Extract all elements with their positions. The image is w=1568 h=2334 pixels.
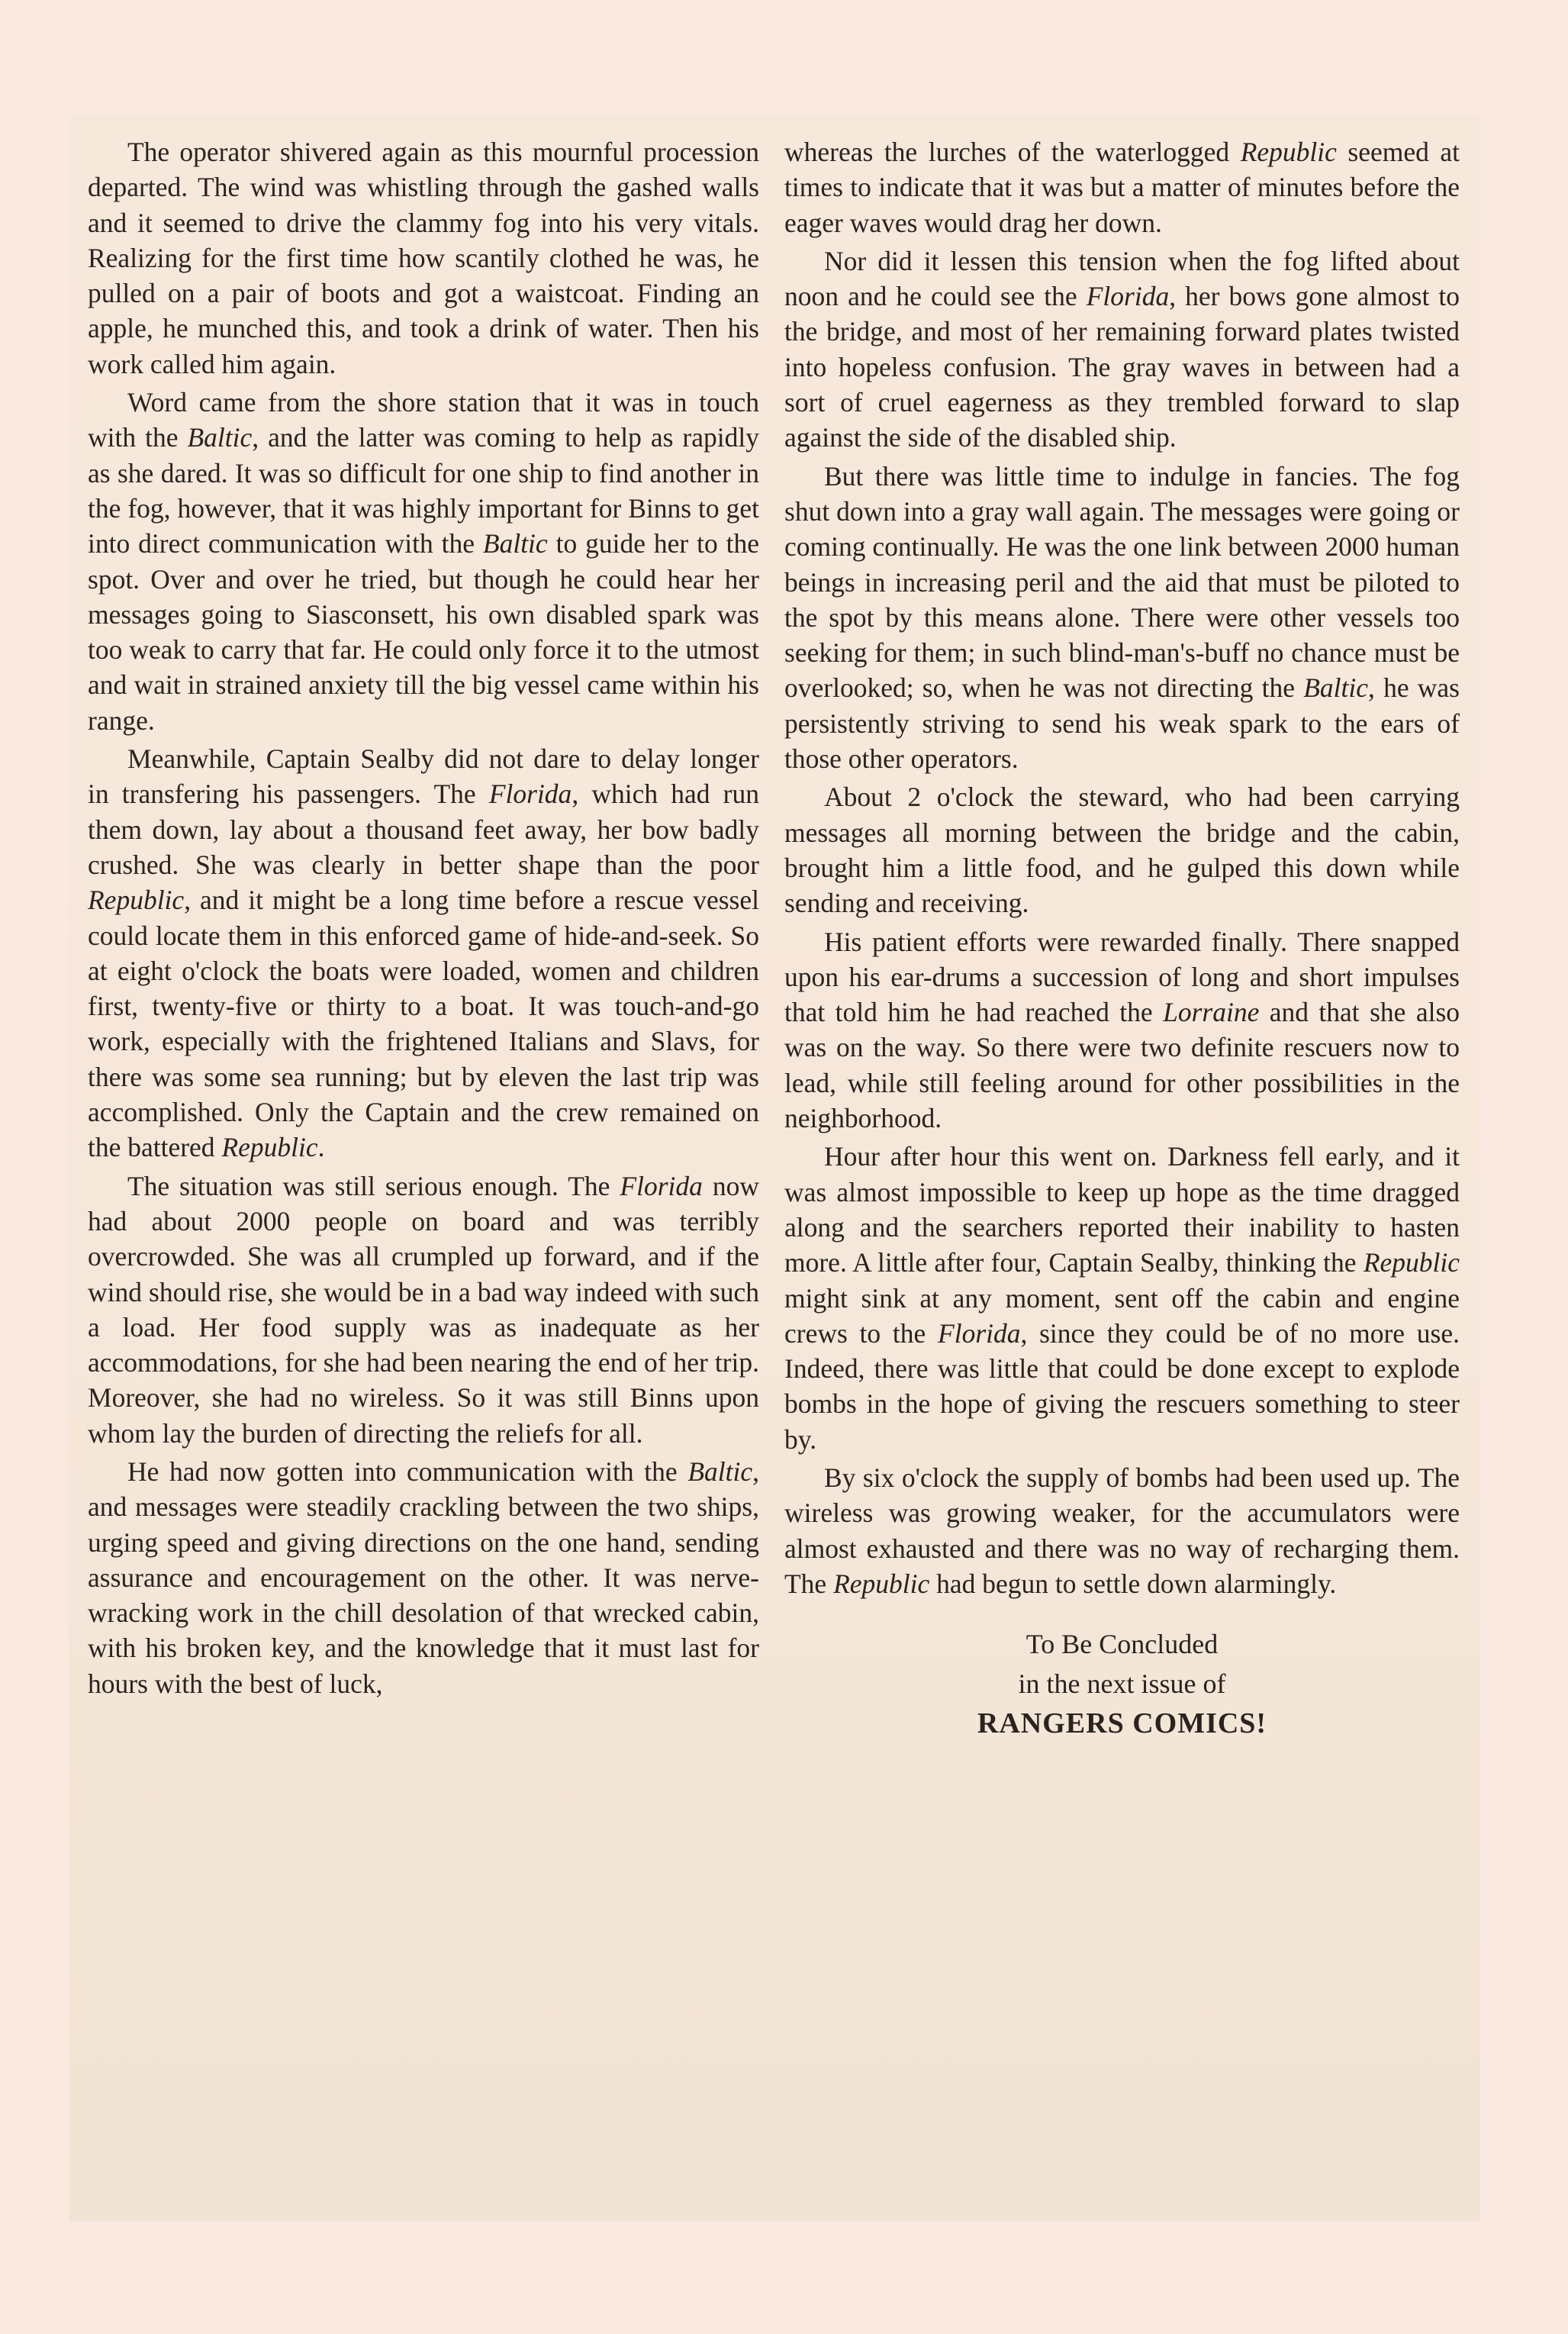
paragraph: [88, 1169, 759, 1451]
text-run: His patient efforts were rewarded finally. There snapped upon his ear-drums a succession of long and short impulses that told him he had reached the: [784, 926, 1460, 1028]
paragraph: [88, 741, 759, 1165]
paragraph: [88, 134, 759, 382]
paragraph: [784, 1460, 1460, 1601]
ship-name: Republic: [1240, 137, 1337, 167]
ship-name: Baltic: [687, 1456, 753, 1487]
to-be-concluded-note: [784, 1624, 1460, 1743]
text-run: to guide her to the spot. Over and over he tried, but though he could hear her messages going to Siasconsett, his own disabled spark was too weak to carry that far. He could only force it to the utmost and wait in strained anxiety till the big vessel came within his range.: [88, 528, 759, 736]
text-run: seemed at times to indicate that it was but a matter of minutes before the eager waves would drag her down.: [784, 137, 1460, 238]
text-run: The operator shivered again as this mournful procession departed. The wind was whistling through the gashed walls and it seemed to drive the clammy fog into his very vitals. Realizing for the first time how scantily clothed he was, he pulled on a pair of boots and got a waistcoat. Finding an apple, he munched this, and took a drink of water. Then his work called him again.: [88, 137, 759, 379]
ship-name: Baltic: [187, 422, 253, 453]
text-run: By six o'clock the supply of bombs had been used up. The wireless was growing weaker, for the accumulators were almost exhausted and there was no way of recharging them. The: [784, 1462, 1460, 1599]
paragraph: [784, 1139, 1460, 1457]
paragraph: [88, 385, 759, 738]
text-run: whereas the lurches of the waterlogged: [784, 137, 1241, 167]
paragraph: [88, 1454, 759, 1701]
ship-name: Baltic: [1303, 672, 1368, 704]
ship-name: Lorraine: [1163, 997, 1260, 1028]
text-run: , since they could be of no more use. Indeed, there was little that could be done except to explode bombs in the hope of giving the rescuers something to steer by.: [784, 1317, 1460, 1455]
text-run: .: [317, 1132, 325, 1163]
text-run: But there was little time to indulge in fancies. The fog shut down into a gray wall again. The messages were going or coming continually. He was the one link between 2000 human beings in increasing peril and the aid that must be piloted to the spot by this means alone. There were other vessels too seeking for them; in such blind-man's-buff no chance must be overlooked; so, when he was not directing the: [784, 460, 1460, 704]
ship-name: Florida: [488, 779, 572, 810]
left-text-column: [88, 134, 759, 1704]
text-run: Hour after hour this went on. Darkness fell early, and it was almost impossible to keep up hope as the time dragged along and the searchers reported their inability to hasten more. A little after four, Captain Sealby, thinking the: [784, 1141, 1460, 1278]
end-note-line-1: To Be Concluded: [1025, 1629, 1219, 1660]
paragraph: [784, 924, 1460, 1136]
text-run: , and it might be a long time before a rescue vessel could locate them in this enforced game of hide-and-seek. So at eight o'clock the boats were loaded, women and children first, twenty-five or thirty to a boat. It was touch-and-go work, especially with the frightened Italians and Slavs, for there was some sea running; but by eleven the last trip was accomplished. Only the Captain and the crew remained on the battered: [88, 885, 759, 1163]
text-run: might sink at any moment, sent off the cabin and engine crews to the: [784, 1282, 1460, 1349]
text-run: The situation was still serious enough. The: [127, 1170, 620, 1201]
ship-name: Republic: [221, 1132, 318, 1163]
end-note-line-2: in the next issue of: [1018, 1668, 1226, 1700]
ship-name: Republic: [833, 1568, 930, 1599]
paragraph: [784, 779, 1460, 920]
text-run: Meanwhile, Captain Sealby did not dare to delay longer in transfering his passengers. The: [88, 743, 759, 810]
text-run: Word came from the shore station that it was in touch with the: [88, 387, 759, 453]
magazine-title: RANGERS COMICS!: [977, 1707, 1267, 1740]
text-run: About 2 o'clock the steward, who had been carrying messages all morning between the bridge and the cabin, brought him a little food, and he gulped this down while sending and receiving.: [784, 782, 1460, 919]
ship-name: Florida: [1086, 281, 1170, 312]
right-text-column: [784, 134, 1460, 1743]
text-run: now had about 2000 people on board and was terribly overcrowded. She was all crumpled up forward, and if the wind should rise, she would be in a bad way indeed with such a load. Her food supply was as inadequate as her accommodations, for she had been nearing the end of her trip. Moreover, she had no wireless. So it was still Binns upon whom lay the burden of directing the reliefs for all.: [88, 1170, 760, 1449]
text-run: , her bows gone almost to the bridge, and most of her remaining forward plates twisted into hopeless confusion. The gray waves in between had a sort of cruel eagerness as they trembled forward to slap against the side of the disabled ship.: [784, 281, 1460, 453]
ship-name: Republic: [1363, 1247, 1460, 1278]
text-run: , and the latter was coming to help as rapidly as she dared. It was so difficult for one ship to find another in the fog, however, that it was highly important for Binns to get into direct communication with the: [88, 422, 759, 559]
ship-name: Florida: [620, 1170, 703, 1201]
ship-name: Republic: [88, 885, 185, 916]
paragraph: [784, 459, 1460, 777]
paragraph: [784, 243, 1460, 456]
ship-name: Florida: [938, 1317, 1021, 1349]
text-run: , and messages were steadily crackling between the two ships, urging speed and giving directions on the one hand, sending assurance and encouragement on the other. It was nerve-wracking work in the chill desolation of that wrecked cabin, with his broken key, and the knowledge that it must last for hours with the best of luck,: [88, 1456, 759, 1699]
text-run: and that she also was on the way. So there were two definite rescuers now to lead, while still feeling around for other possibilities in the neighborhood.: [784, 997, 1460, 1134]
text-run: , he was persistently striving to send his weak spark to the ears of those other operators.: [784, 672, 1460, 775]
text-run: Nor did it lessen this tension when the fog lifted about noon and he could see the: [784, 245, 1460, 312]
right-paragraphs: [784, 134, 1460, 1601]
text-run: , which had run them down, lay about a thousand feet away, her bow badly crushed. She was clearly in better shape than the poor: [88, 779, 759, 880]
paragraph: [784, 134, 1460, 240]
text-run: He had now gotten into communication with the: [127, 1456, 688, 1487]
text-run: had begun to settle down alarmingly.: [929, 1568, 1337, 1599]
ship-name: Baltic: [482, 528, 548, 559]
